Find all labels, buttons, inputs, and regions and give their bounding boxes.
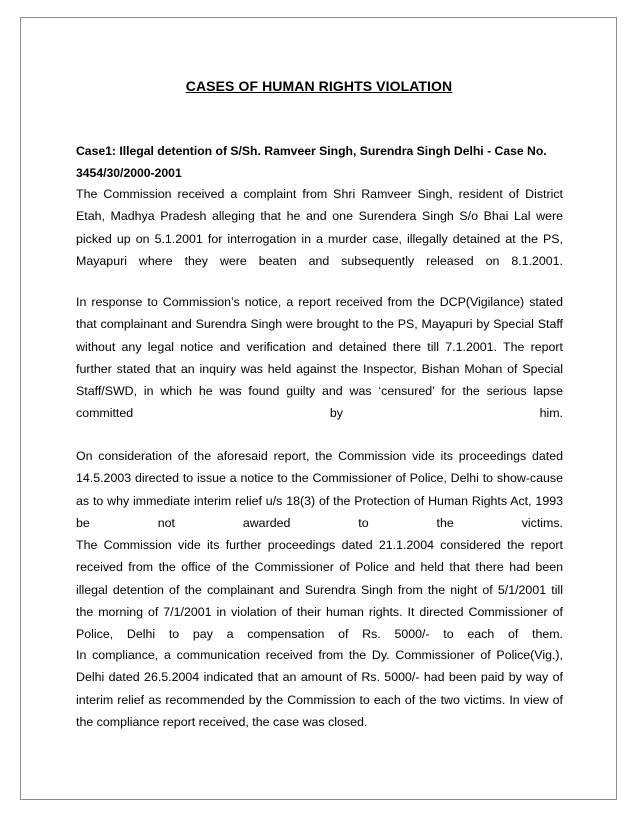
paragraph-complaint [76, 183, 563, 272]
paragraph-line: the compliance report received, the case was closed. [76, 714, 368, 729]
case-number-line: 3454/30/2000-2001 [76, 166, 182, 181]
paragraph-line: 14.5.2003 directed to issue a notice to the Commissioner of Police, Delhi to show-cause [76, 471, 563, 486]
paragraph-line: In compliance, a communication received from the Dy. Commissioner of Police(Vig.), [76, 648, 563, 662]
paragraph-line: The Commission vide its further proceedings dated 21.1.2004 considered the report [76, 538, 563, 553]
paragraph-line: committed by him. [76, 406, 563, 421]
paragraph-line: Mayapuri where they were beaten and subsequently released on 8.1.2001. [76, 253, 563, 268]
case-heading [76, 140, 563, 185]
paragraph-line: Delhi dated 26.5.2004 indicated that an amount of Rs. 5000/- had been paid by way of [76, 670, 563, 685]
case-heading-line: Case1: Illegal detention of S/Sh. Ramveer Singh, Surendra Singh Delhi - Case No. [76, 144, 547, 158]
paragraph-line: further stated that an inquiry was held against the Inspector, Bishan Mohan of Special [76, 361, 563, 376]
paragraph-line: On consideration of the aforesaid report, the Commission vide its proceedings dated [76, 449, 563, 463]
paragraph-line: received from the office of the Commissioner of Police and held that there had been [76, 560, 563, 575]
paragraph-line: Police, Delhi to pay a compensation of Rs. 5000/- to each of them. [76, 627, 563, 642]
paragraph-line: In response to Commission’s notice, a report received from the DCP(Vigilance) stated [76, 295, 563, 309]
paragraph-line: without any legal notice and verification and detained there till 7.1.2001. The report [76, 339, 563, 354]
paragraph-line: picked up on 5.1.2001 for interrogation in a murder case, illegally detained at the PS, [76, 231, 563, 246]
paragraph-line: interim relief as recommended by the Commission to each of the two victims. In view of [76, 692, 563, 707]
paragraph-proceedings [76, 445, 563, 646]
paragraph-line: Etah, Madhya Pradesh alleging that he and one Surendera Singh S/o Bhai Lal were [76, 209, 563, 224]
paragraph-line: Staff/SWD, in which he was found guilty and was ‘censured’ for the serious lapse [76, 384, 563, 399]
paragraph-line: as to why immediate interim relief u/s 18(3) of the Protection of Human Rights Act, 1993 [76, 493, 563, 508]
paragraph-line: The Commission received a complaint from Shri Ramveer Singh, resident of District [76, 187, 563, 201]
paragraph-line: be not awarded to the victims. [76, 515, 563, 530]
document-title: CASES OF HUMAN RIGHTS VIOLATION [185, 78, 453, 94]
paragraph-line: the morning of 7/1/2001 in violation of their human rights. It directed Commissioner of [76, 605, 563, 620]
paragraph-compliance [76, 644, 563, 733]
paragraph-line: that complainant and Surendra Singh were brought to the PS, Mayapuri by Special Staff [76, 317, 563, 332]
paragraph-report [76, 291, 563, 425]
paragraph-line: illegal detention of the complainant and Surendra Singh from the night of 5/1/2001 till [76, 582, 563, 597]
